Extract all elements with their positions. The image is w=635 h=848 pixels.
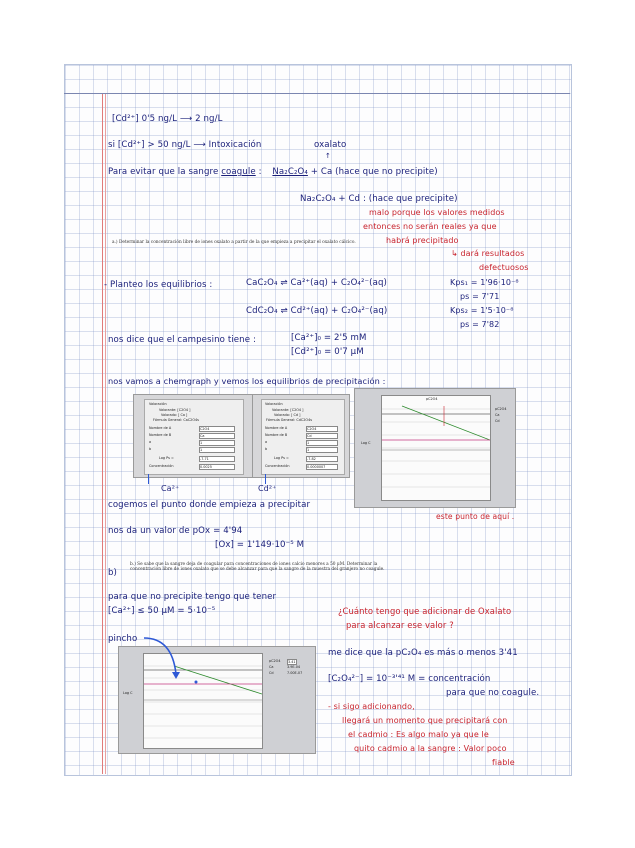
note-line-4: ↳ dará resultados — [451, 249, 525, 258]
b-question-2: para alcanzar ese valor ? — [346, 620, 454, 630]
cd-range-line: [Cd²⁺] 0'5 ng/L ⟶ 2 ng/L — [112, 114, 223, 124]
valoracion-panel: Valoración Valorante: [C2O4 ] Valorado: [ Ca ] Fórmula General: CaC2O4s Nombre de A C2O4 Nombre de B Ca a 1 b 1 Log Ps = -7.71 Concentración 0.0025 — [144, 399, 244, 475]
ca-initial: [Ca²⁺]₀ = 2'5 mM — [291, 333, 367, 343]
note-line-3: habrá precipitado — [386, 236, 459, 245]
equilibrium-1: CaC₂O₄ ⇌ Ca²⁺(aq) + C₂O₄²⁻(aq) — [246, 278, 387, 288]
b-line-7: para que no coagule. — [446, 688, 540, 698]
b-line-6: [C₂O₄²⁻] = 10⁻³'⁴¹ M = concentración — [328, 674, 491, 684]
part-b-label: b) — [108, 568, 118, 578]
coagulation-line: Para evitar que la sangre coagule : Na₂C₂O₄ + Ca (hace que no precipite) — [108, 167, 438, 177]
label-cd: Cd²⁺ — [258, 484, 277, 493]
chemgraph-plot-screenshot: pC2O4 Log C pC2O4 Ca Cd — [354, 388, 516, 508]
kps1: Kps₁ = 1'96·10⁻⁸ — [450, 278, 519, 287]
note-line-10: fiable — [492, 758, 515, 767]
equilibria-label: - Planteo los equilibrios : — [104, 280, 213, 290]
b-line-2: [Ca²⁺] ≤ 50 μM = 5·10⁻⁵ — [108, 606, 216, 616]
cd-initial: [Cd²⁺]₀ = 0'7 μM — [291, 347, 364, 357]
pointer-line-ca — [148, 474, 149, 484]
precipitation-plot: pC2O4 — [381, 395, 491, 501]
b-question-1: ¿Cuánto tengo que adicionar de Oxalato — [338, 606, 512, 616]
margin-line — [102, 94, 103, 774]
note-line-1: malo porque los valores medidos — [369, 208, 505, 217]
ps1: ps = 7'71 — [460, 292, 500, 301]
arrow-up-icon: ↑ — [325, 152, 331, 160]
pincho-label: pincho — [108, 634, 138, 644]
pincho-arrow — [140, 634, 190, 684]
note-line-6: - si sigo adicionando, — [328, 702, 415, 711]
question-a: a.) Determinar la concentración libre de iones oxalato a partir de la que empieza a precipitar el oxalato cálcico. — [112, 240, 356, 245]
pox-line: nos da un valor de pOx = 4'94 — [108, 526, 243, 536]
note-line-8: el cadmio : Es algo malo ya que le — [348, 730, 489, 739]
pointer-line-cd — [265, 474, 266, 484]
margin-line-secondary — [105, 94, 106, 774]
campesino-line: nos dice que el campesino tiene : — [108, 335, 256, 345]
este-punto-note: este punto de aquí . — [436, 512, 515, 521]
note-line-7: llegará un momento que precipitará con — [342, 716, 508, 725]
plot-lines — [382, 396, 490, 500]
note-line-9: quito cadmio a la sangre : Valor poco — [354, 744, 507, 753]
chemgraph-line: nos vamos a chemgraph y vemos los equilibrios de precipitación : — [108, 376, 386, 386]
b-line-5: me dice que la pC₂O₄ es más o menos 3'41 — [328, 648, 518, 658]
cd-precipitate-line: Na₂C₂O₄ + Cd : (hace que precipite) — [300, 194, 458, 204]
ox-concentration: [Ox] = 1'149·10⁻⁵ M — [215, 540, 305, 550]
chemgraph-plot-screenshot-b: Log C pC2O4 Ca Cd 3.41 3.9E-04 7.00E-07 — [118, 646, 316, 754]
chemgraph-screenshot-ca — [133, 394, 253, 478]
label-ca: Ca²⁺ — [161, 484, 180, 493]
chemgraph-screenshot-cd — [252, 394, 350, 478]
note-line-5: defectuosos — [479, 263, 529, 272]
valoracion-panel: Valoración Valorante: [C2O4 ] Valorado: [ Cd ] Fórmula General: CdC2O4s Nombre de A C2O4 Nombre de B Cd a 1 b 1 Log Ps = -7.82 Concentración 0.0000007 — [261, 399, 345, 475]
note-line-2: entonces no serán reales ya que — [363, 222, 497, 231]
ps2: ps = 7'82 — [460, 320, 500, 329]
punto-line: cogemos el punto donde empieza a precipitar — [108, 500, 311, 510]
b-line-1: para que no precipite tengo que tener — [108, 592, 277, 602]
intoxication-line: si [Cd²⁺] > 50 ng/L ⟶ Intoxicación — [108, 140, 262, 150]
header-rule — [64, 93, 570, 94]
kps2: Kps₂ = 1'5·10⁻⁸ — [450, 306, 514, 315]
oxalato-label: oxalato — [314, 140, 347, 150]
question-b: b.) Se sabe que la sangre deja de coagular para concentraciones de iones calcio menores a 50 μM. Determinar la concentración libre de iones oxalato que se debe alcanzar para que la sangre de la muestra del granjero no coagule. — [130, 562, 385, 573]
equilibrium-2: CdC₂O₄ ⇌ Cd²⁺(aq) + C₂O₄²⁻(aq) — [246, 306, 388, 316]
